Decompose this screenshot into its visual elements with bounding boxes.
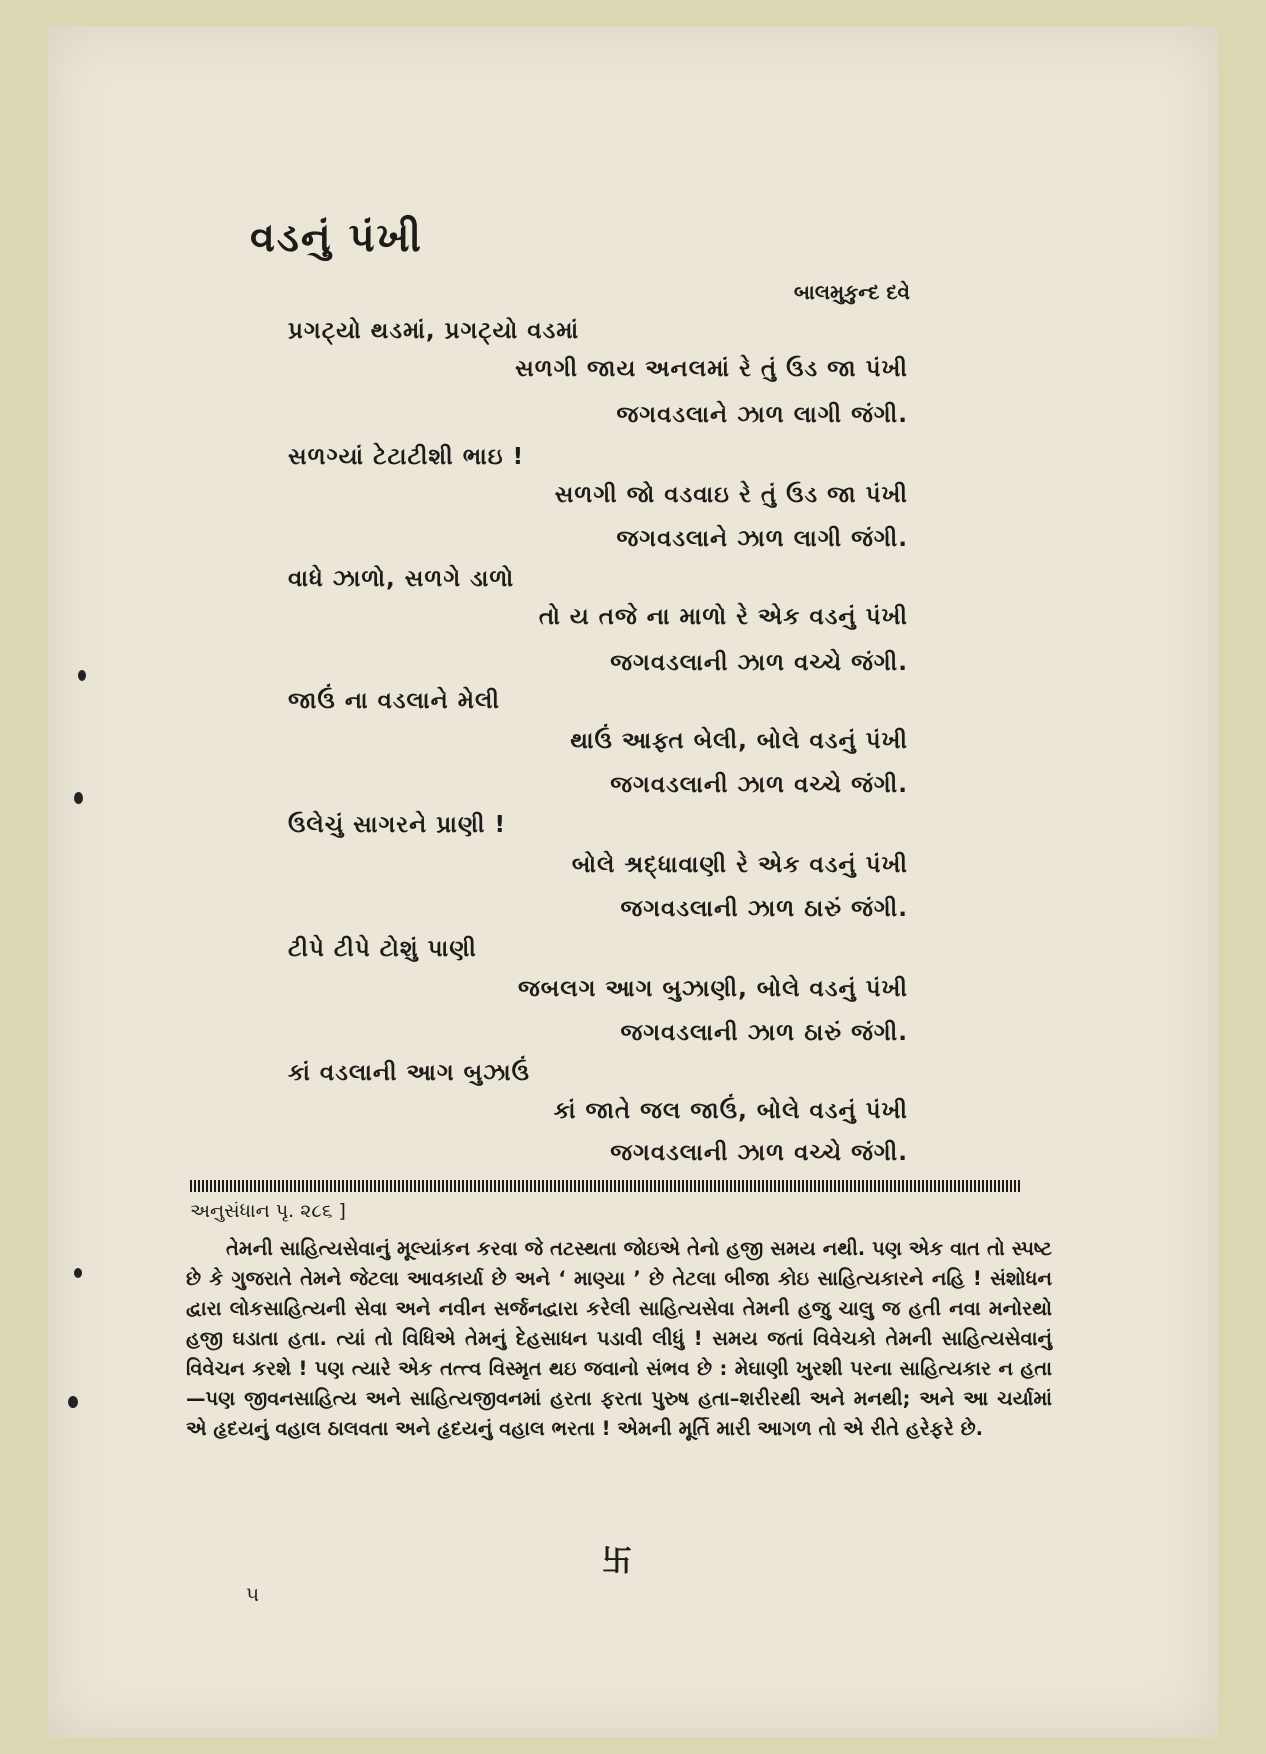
poem-title: વડનું પંખી [250, 215, 423, 261]
swastika-symbol: 卐 [602, 1544, 632, 1579]
poem-line: જગવડલાને ઝાળ લાગી જંગી. [616, 526, 908, 552]
continuation-reference: અનુસંધાન પૃ. ૨૮૬ ] [190, 1200, 346, 1222]
ink-speck [74, 1268, 82, 1278]
poem-line: ઉલેચું સાગરને પ્રાણી ! [288, 812, 506, 838]
poem-line: વાધે ઝાળો, સળગે ડાળો [288, 566, 515, 592]
poem-line: સળગ્યાં ટેટાટીશી ભાઇ ! [288, 444, 525, 470]
prose-paragraph [186, 1234, 1052, 1444]
poem-line: ટીપે ટીપે ટોશું પાણી [288, 936, 477, 962]
poem-line: બોલે શ્રદ્ધાવાણી રે એક વડનું પંખી [571, 852, 908, 878]
prose-text: તેમની સાહિત્યસેવાનું મૂલ્યાંકન કરવા જે તટસ્થતા જોઇએ તેનો હજી સમય નથી. પણ એક વાત તો સ્પષ્ટ છે કે ગુજરાતે તેમને જેટલા આવકાર્યા છે અને ‘ માણ્યા ’ છે તેટલા બીજા કોઇ સાહિત્યકારને નહિ ! સંશોધન દ્વારા લોકસાહિત્યની સેવા અને નવીન સર્જનદ્વારા કરેલી સાહિત્યસેવા તેમની હજુ ચાલુ જ હતી નવા મનોરથો હજી ઘડાતા હતા. ત્યાં તો વિધિએ તેમનું દેહસાધન પડાવી લીધું ! સમય જતાં વિવેચકો તેમની સાહિત્યસેવાનું વિવેચન કરશે ! પણ ત્યારે એક તત્ત્વ વિસ્મૃત થઇ જવાનો સંભવ છે : મેઘાણી ખુરશી પરના સાહિત્યકાર ન હતા—પણ જીવનસાહિત્ય અને સાહિત્યજીવનમાં હરતા ફરતા પુરુષ હતા–શરીરથી અને મનથી; અને આ ચર્યામાં એ હૃદયનું વહાલ ઠાલવતા અને હૃદયનું વહાલ ભરતા ! એમની મૂર્તિ મારી આગળ તો એ રીતે હરેફરે છે. [186, 1237, 1052, 1440]
poem-line: સળગી જો વડવાઇ રે તું ઉડ જા પંખી [554, 482, 908, 508]
poem-line: જાઉં ના વડલાને મેલી [288, 688, 500, 714]
poem-line: થાઉં આફ્ત બેલી, બોલે વડનું પંખી [570, 728, 908, 754]
poem-line: જગવડલાને ઝાળ લાગી જંગી. [616, 402, 908, 428]
poem-line: કાં જાતે જલ જાઉં, બોલે વડનું પંખી [553, 1098, 908, 1124]
poem-line: જગવડલાની ઝાળ વચ્ચે જંગી. [610, 1140, 908, 1166]
poem-author: બાલમુકુન્દ દવે [793, 280, 910, 304]
poem-line: તો ય તજે ના માળો રે એક વડનું પંખી [538, 604, 908, 630]
poem-line: સળગી જાય અનલમાં રે તું ઉડ જા પંખી [515, 356, 908, 382]
poem-line: પ્રગટ્યો થડમાં, પ્રગટ્યો વડમાં [288, 318, 580, 344]
poem-line: જબલગ આગ બુઝાણી, બોલે વડનું પંખી [517, 976, 908, 1002]
page-number: ૫ [246, 1582, 260, 1606]
poem-line: જગવડલાની ઝાળ ઠારું જંગી. [620, 896, 908, 922]
decorative-rule [190, 1180, 1020, 1192]
poem-line: કાં વડલાની આગ બુઝાઉં [288, 1060, 531, 1086]
poem-line: જગવડલાની ઝાળ વચ્ચે જંગી. [610, 772, 908, 798]
poem-line: જગવડલાની ઝાળ વચ્ચે જંગી. [610, 650, 908, 676]
ink-speck [74, 792, 83, 804]
page-sheet [48, 26, 1218, 1738]
ink-speck [78, 670, 86, 681]
ink-speck [68, 1396, 78, 1408]
poem-line: જગવડલાની ઝાળ ઠારું જંગી. [620, 1020, 908, 1046]
